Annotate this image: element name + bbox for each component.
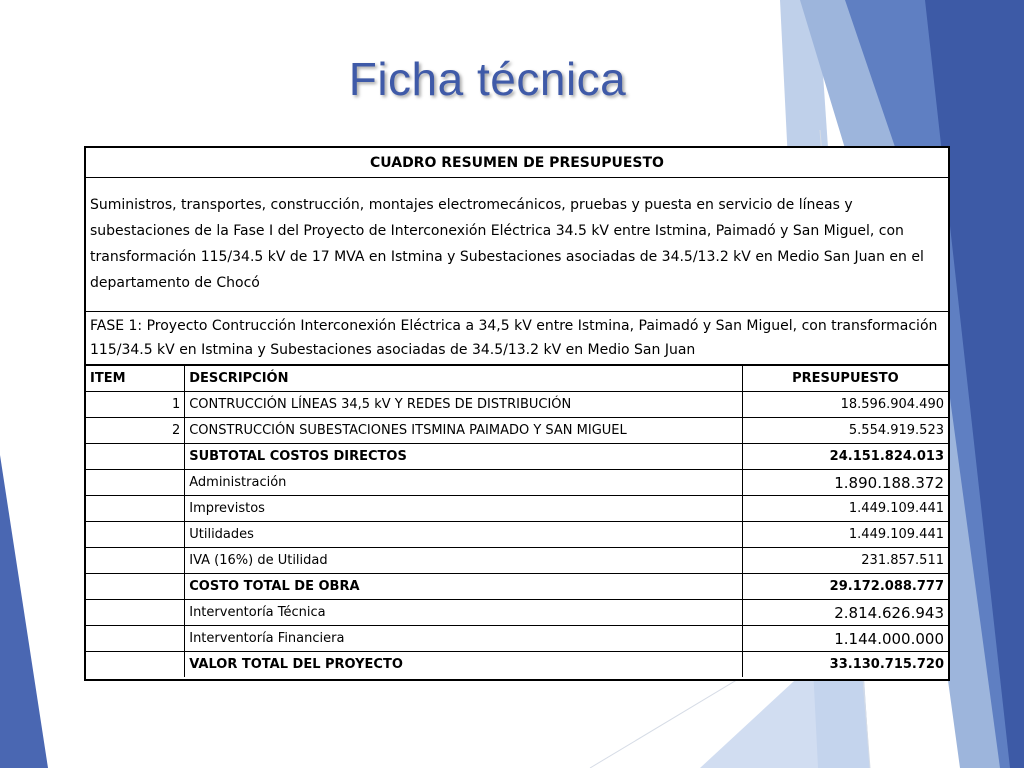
row-value: 18.596.904.490	[742, 392, 948, 418]
table-row	[86, 418, 948, 444]
project-description: Suministros, transportes, construcción, montajes electromecánicos, pruebas y puesta en servicio de líneas y subestaciones de la Fase I del Proyecto de Interconexión Eléctrica 34.5 kV entre Istmina, Paimadó y San Miguel, con transformación 115/34.5 kV de 17 MVA en Istmina y Subestaciones asociadas de 34.5/13.2 kV en Medio San Juan en el departamento de Chocó	[86, 178, 948, 312]
row-description: VALOR TOTAL DEL PROYECTO	[185, 652, 743, 678]
grand-total-row	[86, 652, 948, 678]
row-value: 231.857.511	[742, 548, 948, 574]
row-description: SUBTOTAL COSTOS DIRECTOS	[185, 444, 743, 470]
row-description: COSTO TOTAL DE OBRA	[185, 574, 743, 600]
budget-summary-table	[84, 146, 950, 681]
item-number	[86, 574, 185, 600]
row-value: 1.144.000.000	[742, 626, 948, 652]
row-description: IVA (16%) de Utilidad	[185, 548, 743, 574]
column-header-item: ITEM	[86, 366, 185, 392]
row-description: Interventoría Financiera	[185, 626, 743, 652]
item-number	[86, 496, 185, 522]
row-value: 2.814.626.943	[742, 600, 948, 626]
phase-description: FASE 1: Proyecto Contrucción Interconexión Eléctrica a 34,5 kV entre Istmina, Paimadó y San Miguel, con transformación 115/34.5 kV en Istmina y Subestaciones asociadas de 34.5/13.2 kV en Medio San Juan	[86, 312, 948, 366]
row-value: 1.449.109.441	[742, 522, 948, 548]
item-number	[86, 444, 185, 470]
row-value: 1.890.188.372	[742, 470, 948, 496]
row-description: CONSTRUCCIÓN SUBESTACIONES ITSMINA PAIMADO Y SAN MIGUEL	[185, 418, 743, 444]
table-heading: CUADRO RESUMEN DE PRESUPUESTO	[86, 148, 948, 178]
subtotal-row	[86, 444, 948, 470]
column-header-budget: PRESUPUESTO	[742, 366, 948, 392]
row-description: CONTRUCCIÓN LÍNEAS 34,5 kV Y REDES DE DISTRIBUCIÓN	[185, 392, 743, 418]
table-row	[86, 522, 948, 548]
table-row	[86, 392, 948, 418]
table-row	[86, 470, 948, 496]
item-number	[86, 600, 185, 626]
row-value: 5.554.919.523	[742, 418, 948, 444]
column-header-description: DESCRIPCIÓN	[185, 366, 743, 392]
row-value: 29.172.088.777	[742, 574, 948, 600]
row-value: 1.449.109.441	[742, 496, 948, 522]
item-number: 2	[86, 418, 185, 444]
item-number	[86, 652, 185, 678]
total-cost-row	[86, 574, 948, 600]
budget-grid	[86, 366, 948, 677]
item-number	[86, 522, 185, 548]
item-number	[86, 626, 185, 652]
slide-title: Ficha técnica	[348, 53, 627, 105]
item-number	[86, 548, 185, 574]
table-row	[86, 496, 948, 522]
item-number: 1	[86, 392, 185, 418]
column-header-row	[86, 366, 948, 392]
row-description: Interventoría Técnica	[185, 600, 743, 626]
row-description: Utilidades	[185, 522, 743, 548]
row-description: Imprevistos	[185, 496, 743, 522]
table-row	[86, 626, 948, 652]
row-description: Administración	[185, 470, 743, 496]
table-row	[86, 548, 948, 574]
row-value: 24.151.824.013	[742, 444, 948, 470]
row-value: 33.130.715.720	[742, 652, 948, 678]
table-row	[86, 600, 948, 626]
item-number	[86, 470, 185, 496]
